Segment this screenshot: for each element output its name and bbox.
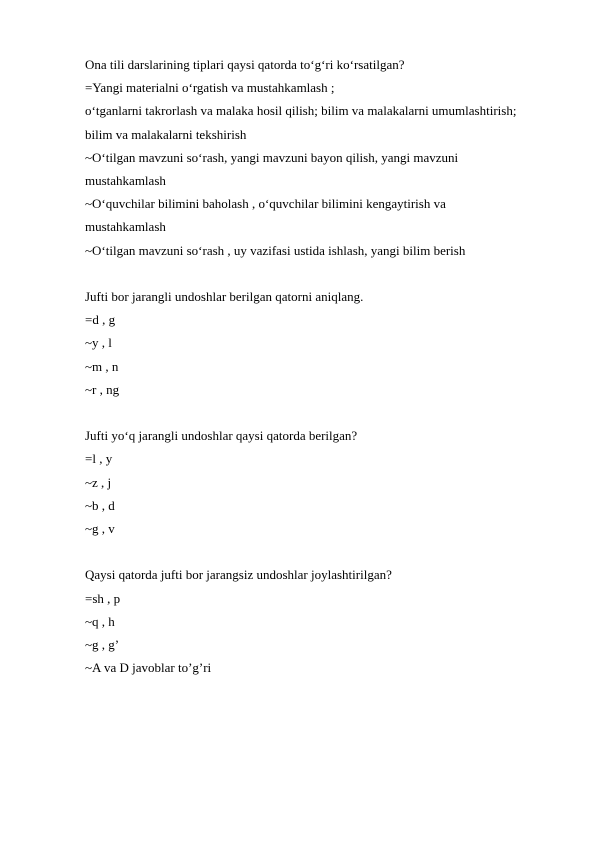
answer-option: ~A va D javoblar to’g’ri — [85, 660, 212, 676]
paragraph-gap — [85, 262, 555, 285]
question-block-1 — [85, 53, 555, 262]
answer-option: ~q , h — [85, 613, 115, 629]
question-block-4 — [85, 563, 555, 679]
question-block-3 — [85, 424, 555, 540]
answer-option: =Yangi materialni o‘rgatish va mustahkamlash ; — [85, 80, 335, 96]
answer-option: ~m , n — [85, 358, 119, 374]
answer-option: o‘tganlarni takrorlash va malaka hosil qilish; bilim va malakalarni umumlashtirish; — [85, 103, 517, 119]
question-text: Ona tili darslarining tiplari qaysi qatorda to‘g‘ri ko‘rsatilgan? — [85, 57, 405, 72]
question-list — [85, 53, 555, 679]
answer-option: ~y , l — [85, 335, 112, 351]
paragraph-gap — [85, 401, 555, 424]
answer-option: =sh , p — [85, 590, 121, 606]
answer-option: ~r , ng — [85, 381, 120, 397]
answer-option: mustahkamlash — [85, 173, 166, 189]
answer-option: =d , g — [85, 312, 116, 328]
question-text: Jufti yo‘q jarangli undoshlar qaysi qatorda berilgan? — [85, 428, 358, 444]
answer-option: bilim va malakalarni tekshirish — [85, 126, 247, 142]
answer-option: =l , y — [85, 451, 113, 467]
answer-option: ~b , d — [85, 497, 115, 513]
answer-option: ~O‘tilgan mavzuni so‘rash , uy vazifasi ustida ishlash, yangi bilim berish — [85, 242, 466, 258]
question-text: Jufti bor jarangli undoshlar berilgan qatorni aniqlang. — [85, 289, 364, 305]
question-text: Qaysi qatorda jufti bor jarangsiz undoshlar joylashtirilgan? — [85, 567, 392, 583]
answer-option: ~g , g’ — [85, 637, 120, 653]
question-block-2 — [85, 285, 555, 401]
answer-option: ~g , v — [85, 521, 115, 537]
answer-option: ~z , j — [85, 474, 112, 490]
answer-option: mustahkamlash — [85, 219, 166, 235]
answer-option: ~O‘tilgan mavzuni so‘rash, yangi mavzuni bayon qilish, yangi mavzuni — [85, 149, 459, 165]
paragraph-gap — [85, 540, 555, 563]
answer-option: ~O‘quvchilar bilimini baholash , o‘quvchilar bilimini kengaytirish va — [85, 196, 446, 212]
